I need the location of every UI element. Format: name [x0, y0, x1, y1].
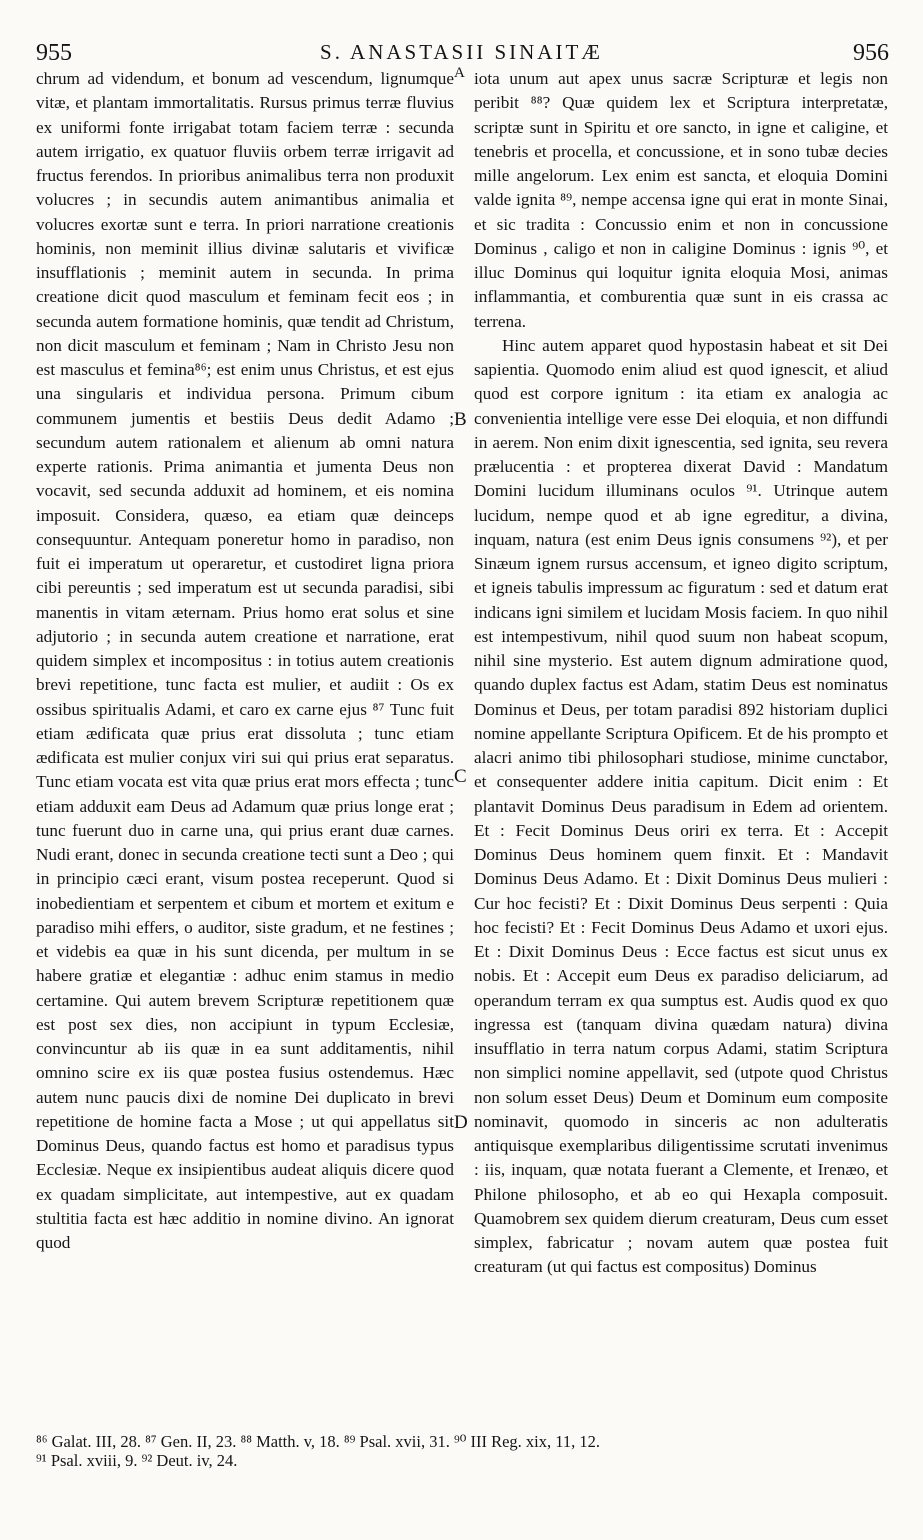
footnote-line-2: ⁹¹ Psal. xviii, 9. ⁹² Deut. iv, 24.	[36, 1451, 238, 1470]
left-column-text: chrum ad videndum, et bonum ad vescendum, lignumque vitæ, et plantam immortalitatis. Rursus primus terræ fluvius ex uniformi fonte irrigabat totam faciem terræ : secunda autem irrigatio, ex quatuor fluviis orbem terræ irrigavit ad fructus ferendos. In prioribus animalibus terra non produxit volucres ; in secundis autem animantibus animalia et volucres exortæ sunt e terra. In priori narratione creationis hominis, non meminit illius divinæ salutaris et vivificæ insufflationis ; meminit autem in secunda. In prima creatione dicit quod masculum et feminam fecit eos ; in secunda autem formatione hominis, quæ tendit ad Christum, non dicit masculum et feminam ; Nam in Christo Jesu non est masculus et femina⁸⁶; est enim unus Christus, et est ejus una singularis et individua persona. Primum cibum communem jumentis et bestiis Deus dedit Adamo ; secundum autem rationalem et alienum ab omni natura experte rationis. Prima animantia et jumenta Deus non vocavit, sed secunda adduxit ad hominem, et eis nomina imposuit. Considera, quæso, ea etiam quæ deinceps consequuntur. Antequam poneretur homo in paradiso, non fuit ei imperatum ut operaretur, et custodiret ligna priora cibi pereuntis ; sed imperatum est ut secunda paradisi, sibi manentis in vitam æternam. Prius homo erat solus et sine adjutorio ; in secunda autem creatione et narratione, erat quidem simplex et incompositus : in totius autem creationis brevi repetitione, tunc facta est mulier, et audiit : Os ex ossibus spiritualis Adami, et caro ex carne ejus ⁸⁷ Tunc fuit etiam ædificata quæ prius erat dissoluta ; tunc etiam ædificata est mulier conjux viri sui qui prius erat separatus. Tunc etiam vocata est vita quæ prius erat mors effecta ; tunc etiam adduxit eam Deus ad Adamum quæ prius longe erat ; tunc fuerunt duo in carne una, qui prius erant duæ carnes. Nudi erant, donec in secunda creatione tecti sunt a Deo ; qui in principio cæci erant, visum postea receperunt. Quod si inobedientiam et serpentem et cibum et mortem et exitum e paradiso mihi effers, o auditor, siste gradum, et ne festines ; et videbis ea quæ in his sunt dicenda, per multum in se habere gratiæ et elegantiæ : adhuc enim stamus in medio certamine. Qui autem brevem Scripturæ repetitionem quæ est post sex dies, non accipiunt in typum Ecclesiæ, convincuntur ab iis quæ in ea sunt additamentis, nihil omnino scire ex iis quæ postea fusius ostendemus. Hæc autem nunc paucis dixi de nomine Dei duplicato in brevi repetitione de homine facta a Mose ; ut qui appellatus sit Dominus Deus, quando factus est homo et paradisus typus Ecclesiæ. Neque ex insipientibus audeat aliquis dicere quod ex quadam simplicitate, aut intempestive, aut ex quadam stultitia facta est hæc additio in nomine divino. An ignorat quod	[36, 69, 454, 1252]
right-column	[474, 67, 888, 1280]
page-number-right: 956	[853, 40, 889, 66]
running-header	[0, 40, 923, 66]
running-title: S. ANASTASII SINAITÆ	[320, 40, 603, 64]
margin-letter-b: B	[454, 409, 467, 430]
footnote-line-1: ⁸⁶ Galat. III, 28. ⁸⁷ Gen. II, 23. ⁸⁸ Matth. v, 18. ⁸⁹ Psal. xvii, 31. ⁹⁰ III Reg. xix, 11, 12.	[36, 1432, 601, 1451]
margin-letter-d: D	[454, 1112, 468, 1133]
page-number-left: 955	[36, 40, 72, 66]
margin-letter-c: C	[454, 766, 467, 787]
margin-letter-a: A	[454, 65, 465, 81]
right-paragraph-2: Hinc autem apparet quod hypostasin habeat et sit Dei sapientia. Quomodo enim aliud est quod ignescit, et aliud quod est corpore ignitum : ita etiam ex analogia ac convenientia intellige vere esse Dei eloquia, et non diffundi in aerem. Non enim dixit ignescentia, sed ignita, seu revera prælucentia : et propterea dixerat David : Mandatum Domini lucidum illuminans oculos ⁹¹. Utrinque autem lucidum, nempe quod et ab igne egreditur, a divina, inquam, natura (est enim Deus ignis consumens ⁹²), et per Sinæum ignem rursus accensum, et igneo digito scriptum, et igneis tabulis impressum ac figuratum : sed et datum erat indicans igni similem et lucidam Mosis faciem. In quo nihil est intempestivum, nihil quod suum non habeat scopum, nihil sine mysterio. Est autem dignum admiratione quod, quando duplex factus est Adam, statim Deus est nominatus Dominus et Deus, per totam paradisi 892 historiam duplici nomine appellante Scriptura Opificem. Et de his prompto et alacri animo tibi philosophari studiose, minime cunctabor, et consequenter addere initia capitum. Dicit enim : Et plantavit Dominus Deus paradisum in Edem ad orientem. Et : Fecit Dominus Deus oriri ex terra. Et : Accepit Dominus Deus hominem quem finxit. Et : Mandavit Dominus Deus Adamo. Et : Dixit Dominus Deus mulieri : Cur hoc fecisti? Et : Dixit Dominus Deus serpenti : Quia hoc fecisti? Et : Fecit Dominus Deus Adamo et uxori ejus. Et : Dixit Dominus Deus : Ecce factus est sicut unus ex nobis. Et : Accepit eum Deus ex paradiso deliciarum, ad operandum terram ex qua sumptus est. Audis quod ex quo ingressa est (tanquam divina quædam natura) divina insufflatio in terra natum corpus Adami, statim Scriptura non simplici nomine appellavit, sed (utpote quod Christus non solum esset Deus) Deum et Dominum eum composite nominavit, quomodo in sinceris ac non adulteratis antiquisque exemplaribus diligentissime scrutati invenimus : iis, inquam, quæ notata fuerant a Clemente, et Irenæo, et Philone philosopho, et ab eo qui Hexapla composuit. Quamobrem sex quidem dierum creaturam, Deus cum esset simplex, fabricatur ; novam autem quæ postea fuit creaturam (ut qui factus est compositus) Dominus	[474, 335, 888, 1277]
left-column	[36, 67, 454, 1255]
right-paragraph-1: iota unum aut apex unus sacræ Scripturæ et legis non peribit ⁸⁸? Quæ quidem lex et Scriptura interpretatæ, scriptæ sunt in Spiritu et ore sancto, in igne et caligine, et tenebris et procella, et concussione, et in sono tubæ decies mille angelorum. Lex enim est sancta, et eloquia Domini valde ignita ⁸⁹, nempe accensa igne qui erat in monte Sinai, et sic tradita : Concussio enim et non in concussione Dominus , caligo et non in caligine Dominus : ignis ⁹⁰, et illuc Dominus qui loquitur ignita eloquia Mosi, animas inflammantia, et comburentia quæ sunt in eis crassa ac terrena.	[474, 69, 888, 331]
footnotes	[36, 1432, 896, 1470]
